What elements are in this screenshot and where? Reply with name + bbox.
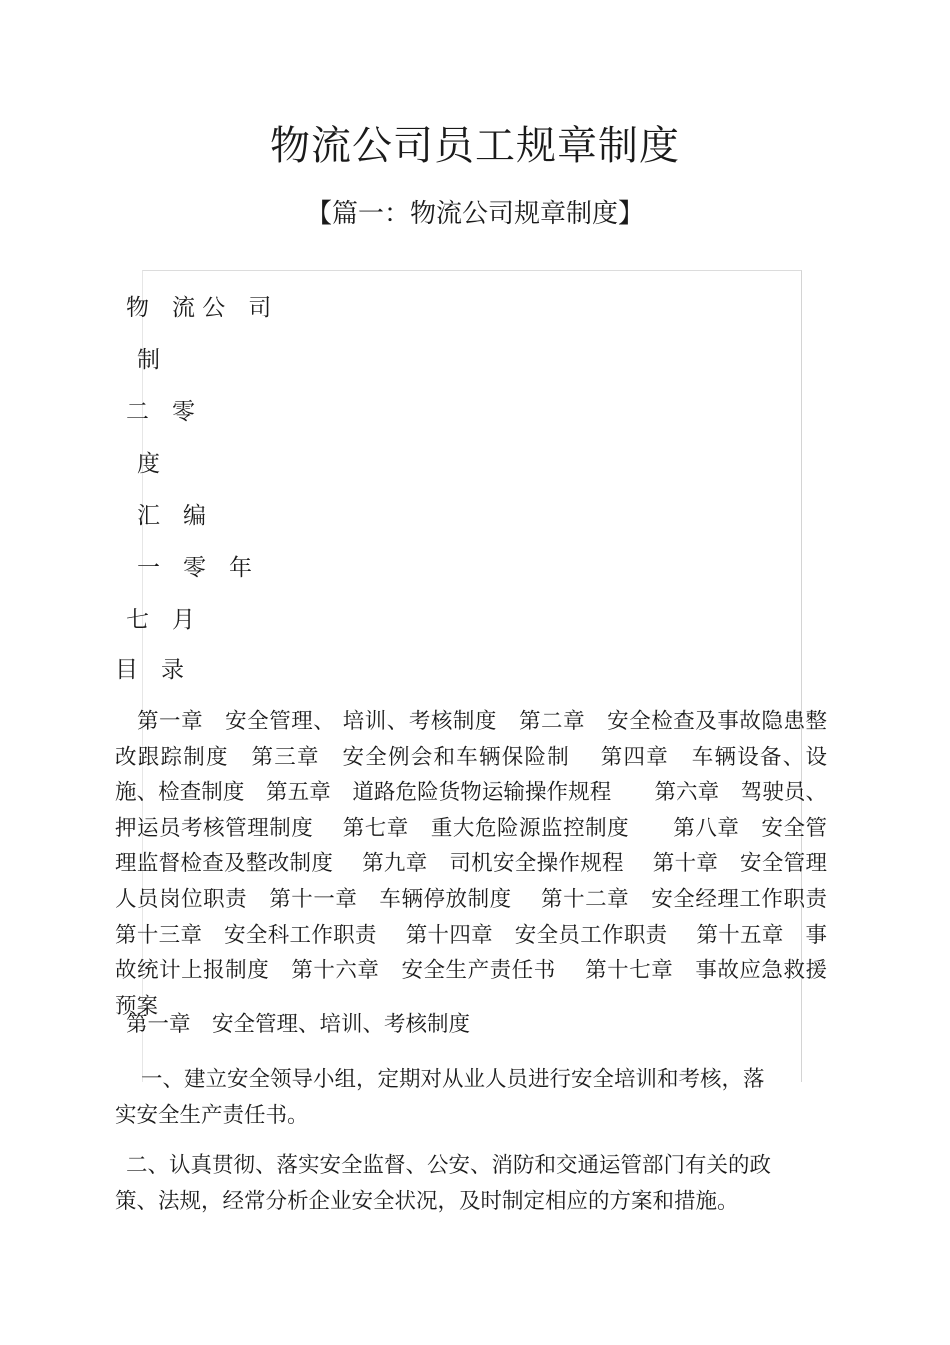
cover-line: 物 流 公 司 xyxy=(126,295,272,321)
document-title: 物流公司员工规章制度 xyxy=(270,123,680,169)
cover-line: 制 xyxy=(137,347,160,373)
cover-line: 汇 编 xyxy=(137,503,206,529)
body-paragraph: 一、建立安全领导小组，定期对从业人员进行安全培训和考核，落实安全生产责任书。 xyxy=(115,1067,765,1128)
cover-line: 七 月 xyxy=(126,607,195,633)
chapter-heading: 第一章 安全管理、培训、考核制度 xyxy=(126,1012,471,1037)
document-subtitle: 【篇一：物流公司规章制度】 xyxy=(305,199,644,229)
toc-label: 目 录 xyxy=(115,657,184,683)
cover-line: 一 零 年 xyxy=(137,555,252,581)
toc-body: 第一章 安全管理、 培训、考核制度 第二章 安全检查及事故隐患整改跟踪制度 第三章 安全例会和车辆保险制 第四章 车辆设备、设施、检查制度 第五章 道路危险货物运输操作规程 第六章 驾驶员、押运员考核管理制度 第七章 重大危险源监控制度 第八章 安全管理监督检查及整改制度 第九章 司机安全操作规程 第十章 安全管理人员岗位职责 第十一章 车辆停放制度 第十二章 安全经理工作职责 第十三章 安全科工作职责 第十四章 安全员工作职责 第十五章 事故统计上报制度 第十六章 安全生产责任书 第十七章 事故应急救援预案 xyxy=(115,709,856,1019)
cover-line: 度 xyxy=(137,451,160,477)
cover-line: 二 零 xyxy=(126,399,195,425)
body-paragraph: 二、认真贯彻、落实安全监督、公安、消防和交通运管部门有关的政策、法规，经常分析企业安全状况，及时制定相应的方案和措施。 xyxy=(115,1153,772,1214)
